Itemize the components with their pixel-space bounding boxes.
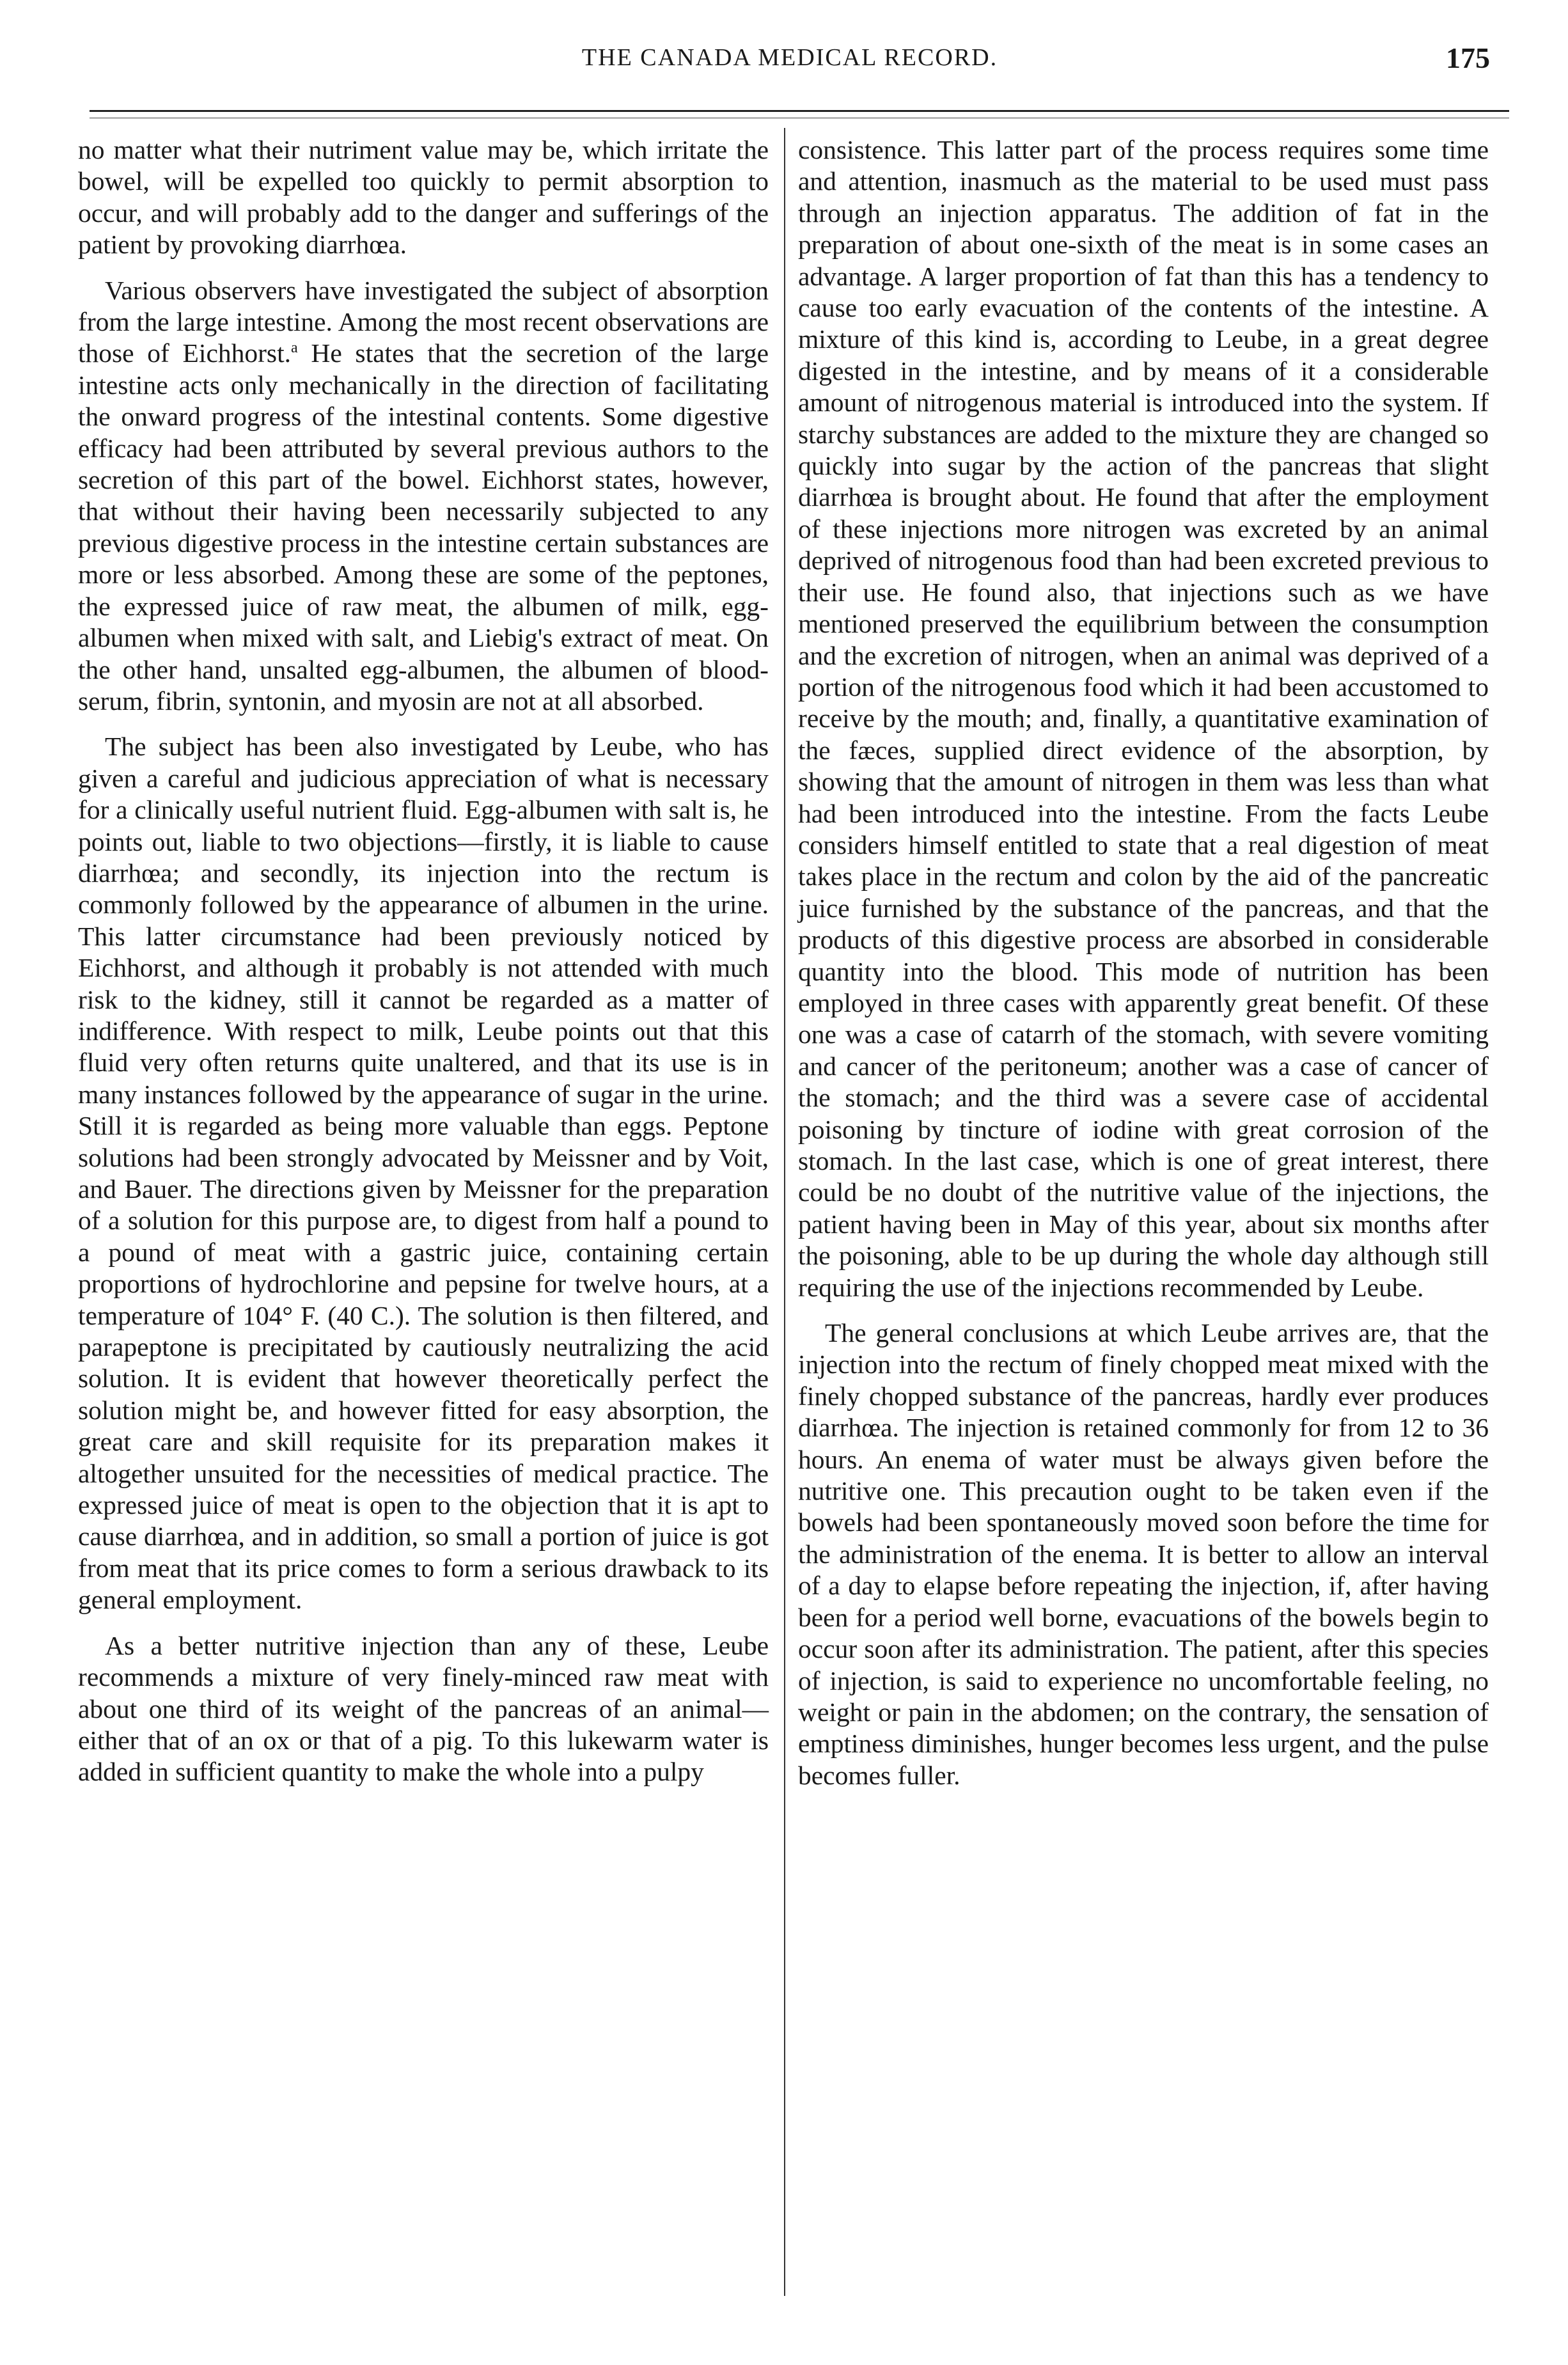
paragraph: As a better nutritive injection than any of these, Leube recommends a mixture of very finely-minced raw meat with about one third of its weight of the pancreas of an animal—either that of an ox or that of a pig. To this lukewarm water is added in sufficient quantity to make the whole into a pulpy (78, 1630, 769, 1787)
header-rule (90, 110, 1509, 112)
left-column (78, 134, 769, 1788)
paragraph: The general conclusions at which Leube arrives are, that the injection into the rectum of finely chopped meat mixed with the finely chopped substance of the pancreas, hardly ever produces diarrhœa. The injection is retained commonly for from 12 to 36 hours. An enema of water must be always given before the nutritive one. This precaution ought to be taken even if the bowels had been spontaneously moved soon before the time for the administration of the enema. It is better to allow an interval of a day to elapse before repeating the injection, if, after having been for a period well borne, evacuations of the bowels begin to occur soon after its administration. The patient, after this species of injection, is said to experience no uncomfortable feeling, no weight or pain in the abdomen; on the contrary, the sensation of emptiness diminishes, hunger becomes less urgent, and the pulse becomes fuller. (798, 1318, 1489, 1790)
journal-title: THE CANADA MEDICAL RECORD. (581, 44, 998, 71)
paragraph: The subject has been also investigated by Leube, who has given a careful and judicious appreciation of what is necessary for a clinically useful nutrient fluid. Egg-albumen with salt is, he points out, liable to two objections—firstly, it is liable to cause diarrhœa; and secondly, its injection into the rectum is commonly followed by the appearance of albumen in the urine. This latter circumstance had been previously noticed by Eichhorst, and although it probably is not attended with much risk to the kidney, still it cannot be regarded as a matter of indifference. With respect to milk, Leube points out that this fluid very often returns quite unaltered, and that its use is in many instances followed by the appearance of sugar in the urine. Still it is regarded as being more valuable than eggs. Peptone solutions had been strongly advocated by Meissner and by Voit, and Bauer. The directions given by Meissner for the preparation of a solution for this purpose are, to digest from half a pound to a pound of meat with a gastric juice, containing certain proportions of hydrochlorine and pepsine for twelve hours, at a temperature of 104° F. (40 C.). The solution is then filtered, and parapeptone is precipitated by cautiously neutralizing the acid solution. It is evident that however theoretically perfect the solution might be, and however fitted for easy absorption, the great care and skill requisite for its preparation makes it altogether unsuited for the necessities of medical practice. The expressed juice of meat is open to the objection that it is apt to cause diarrhœa, and in addition, so small a portion of juice is got from meat that its price comes to form a serious drawback to its general employment. (78, 732, 769, 1615)
column-divider (784, 128, 785, 2296)
footnote-mark: a (291, 340, 298, 357)
paragraph: consistence. This latter part of the process requires some time and attention, inasmuch as the material to be used must pass through an injection apparatus. The addition of fat in the preparation of about one-sixth of the meat is in some cases an advantage. A larger proportion of fat than this has a tendency to cause too early evacuation of the contents of the intestine. A mixture of this kind is, according to Leube, in a great degree digested in the intestine, and by means of it a considerable amount of nitrogenous material is introduced into the system. If starchy substances are added to the mixture they are changed so quickly into sugar by the action of the pancreas that slight diarrhœa is brought about. He found that after the employment of these injections more nitrogen was excreted by an animal deprived of nitrogenous food than had been excreted previous to their use. He found also, that injections such as we have mentioned preserved the equilibrium between the consumption and the excretion of nitrogen, when an animal was deprived of a portion of the nitrogenous food which it had been accustomed to receive by the mouth; and, finally, a quantitative examination of the fæces, supplied direct evidence of the absorption, by showing that the amount of nitrogen in them was less than what had been introduced into the intestine. From the facts Leube considers himself entitled to state that a real digestion of meat takes place in the rectum and colon by the aid of the pancreatic juice furnished by the substance of the pancreas, and that the products of this digestive process are absorbed in considerable quantity into the blood. This mode of nutrition has been employed in three cases with apparently great benefit. Of these one was a case of catarrh of the stomach, with severe vomiting and cancer of the peritoneum; another was a case of cancer of the stomach; and the third was a severe case of accidental poisoning by tincture of iodine with great corrosion of the stomach. In the last case, which is one of great interest, there could be no doubt of the nutritive value of the injections, the patient having been in May of this year, about six months after the poisoning, able to be up during the whole day although still requiring the use of the injections recommended by Leube. (798, 135, 1489, 1302)
paragraph-text: Various observers have investigated the subject of absorption from the large intestine. Among the most recent observations are those of Eichhorst. (78, 275, 769, 368)
paragraph-text: He states that the secretion of the large intestine acts only mechanically in the direction of facilitating the onward progress of the intestinal contents. Some digestive efficacy had been attributed by several previous authors to the secretion of this part of the bowel. Eichhorst states, however, that without their having been necessarily subjected to any previous digestive process in the intestine certain substances are more or less absorbed. Among these are some of the peptones, the expressed juice of raw meat, the albumen of milk, egg-albumen when mixed with salt, and Liebig's extract of meat. On the other hand, unsalted egg-albumen, the albumen of blood-serum, fibrin, syntonin, and myosin are not at all absorbed. (78, 338, 769, 716)
paragraph (78, 275, 769, 718)
running-head (83, 43, 1496, 88)
right-column (798, 134, 1489, 1791)
paragraph: no matter what their nutriment value may be, which irritate the bowel, will be expelled too quickly to permit absorption to occur, and will probably add to the danger and sufferings of the patient by provoking diarrhœa. (78, 135, 769, 260)
page-number: 175 (1446, 42, 1490, 74)
